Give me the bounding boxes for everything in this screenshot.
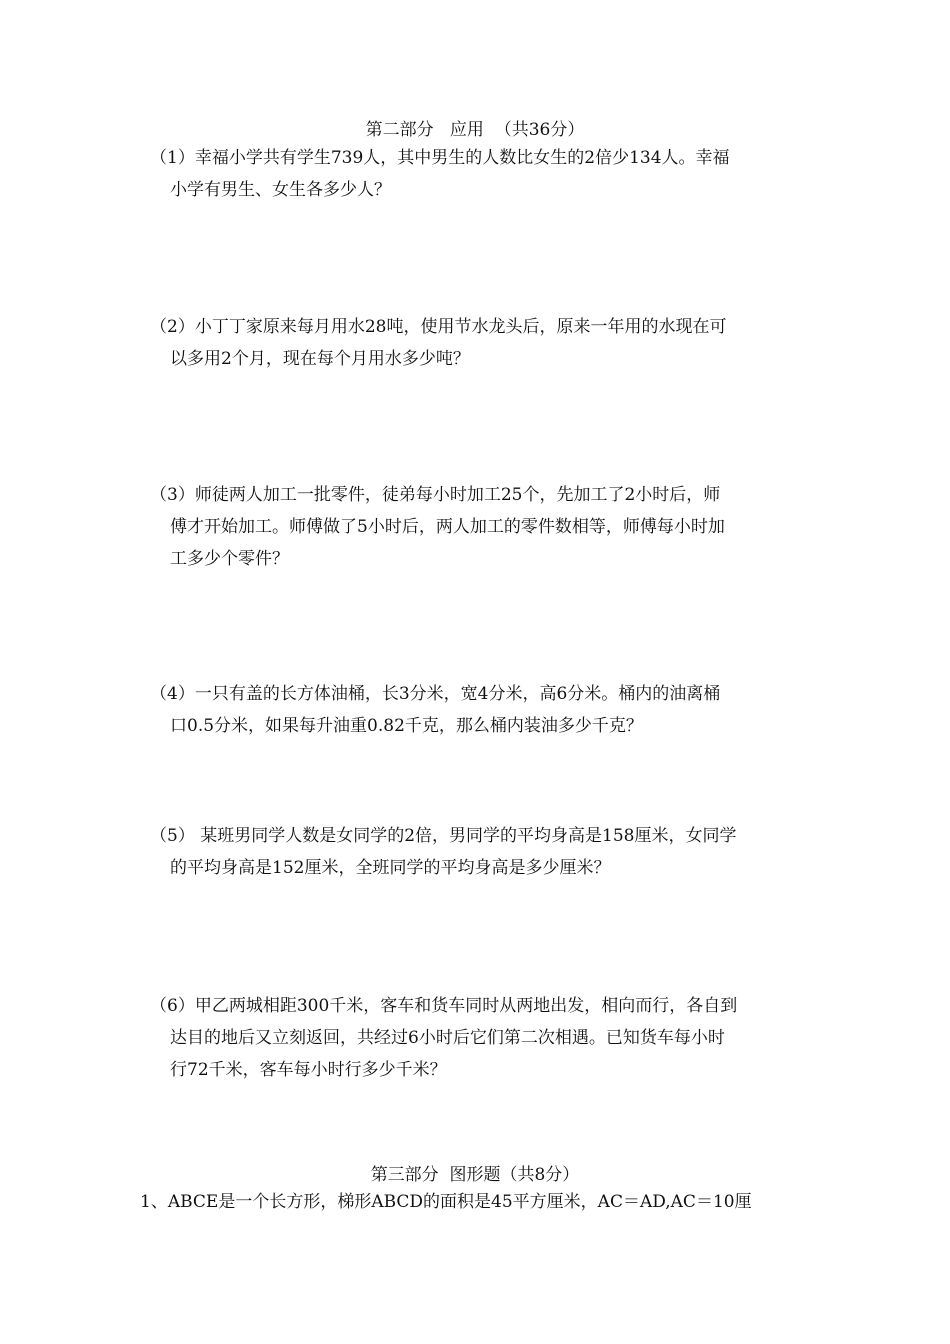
problem-3-line-2: 傅才开始加工。师傅做了5小时后，两人加工的零件数相等，师傅每小时加 (170, 517, 725, 537)
problem-3-line-3: 工多少个零件？ (170, 549, 289, 569)
problem-5-line-1: （5） 某班男同学人数是女同学的2倍，男同学的平均身高是158厘米，女同学 (150, 826, 737, 846)
problem-3 (150, 479, 820, 575)
problem-5 (150, 820, 820, 884)
part3-heading: 第三部分 图形题（共8分） (370, 1165, 580, 1185)
problem-6 (150, 990, 820, 1086)
problem-6-line-1: （6）甲乙两城相距300千米，客车和货车同时从两地出发，相向而行，各自到 (150, 996, 738, 1016)
problem-5-line-2: 的平均身高是152厘米，全班同学的平均身高是多少厘米？ (170, 858, 611, 878)
problem-2 (150, 311, 820, 375)
problem-4-line-1: （4）一只有盖的长方体油桶，长3分米，宽4分米，高6分米。桶内的油离桶 (150, 684, 721, 704)
problem-1 (150, 142, 820, 206)
problem-3-line-1: （3）师徒两人加工一批零件，徒弟每小时加工25个，先加工了2小时后，师 (150, 485, 721, 505)
problem-1-line-2: 小学有男生、女生各多少人？ (170, 180, 391, 200)
problem-6-line-3: 行72千米，客车每小时行多少千米？ (170, 1060, 447, 1080)
problem-6-line-2: 达目的地后又立刻返回，共经过6小时后它们第二次相遇。已知货车每小时 (170, 1028, 725, 1048)
problem-4 (150, 678, 820, 742)
part2-heading: 第二部分 应用 （共36分） (365, 120, 585, 140)
problem-2-line-1: （2）小丁丁家原来每月用水28吨，使用节水龙头后，原来一年用的水现在可 (150, 317, 727, 337)
part3-problem-1-line-1: 1、ABCE是一个长方形，梯形ABCD的面积是45平方厘米，AC＝AD,AC＝10厘 (140, 1192, 752, 1212)
problem-1-line-1: （1）幸福小学共有学生739人，其中男生的人数比女生的2倍少134人。幸福 (150, 148, 730, 168)
problem-2-line-2: 以多用2个月，现在每个月用水多少吨？ (170, 349, 470, 369)
problem-4-line-2: 口0.5分米，如果每升油重0.82千克，那么桶内装油多少千克？ (170, 716, 643, 736)
